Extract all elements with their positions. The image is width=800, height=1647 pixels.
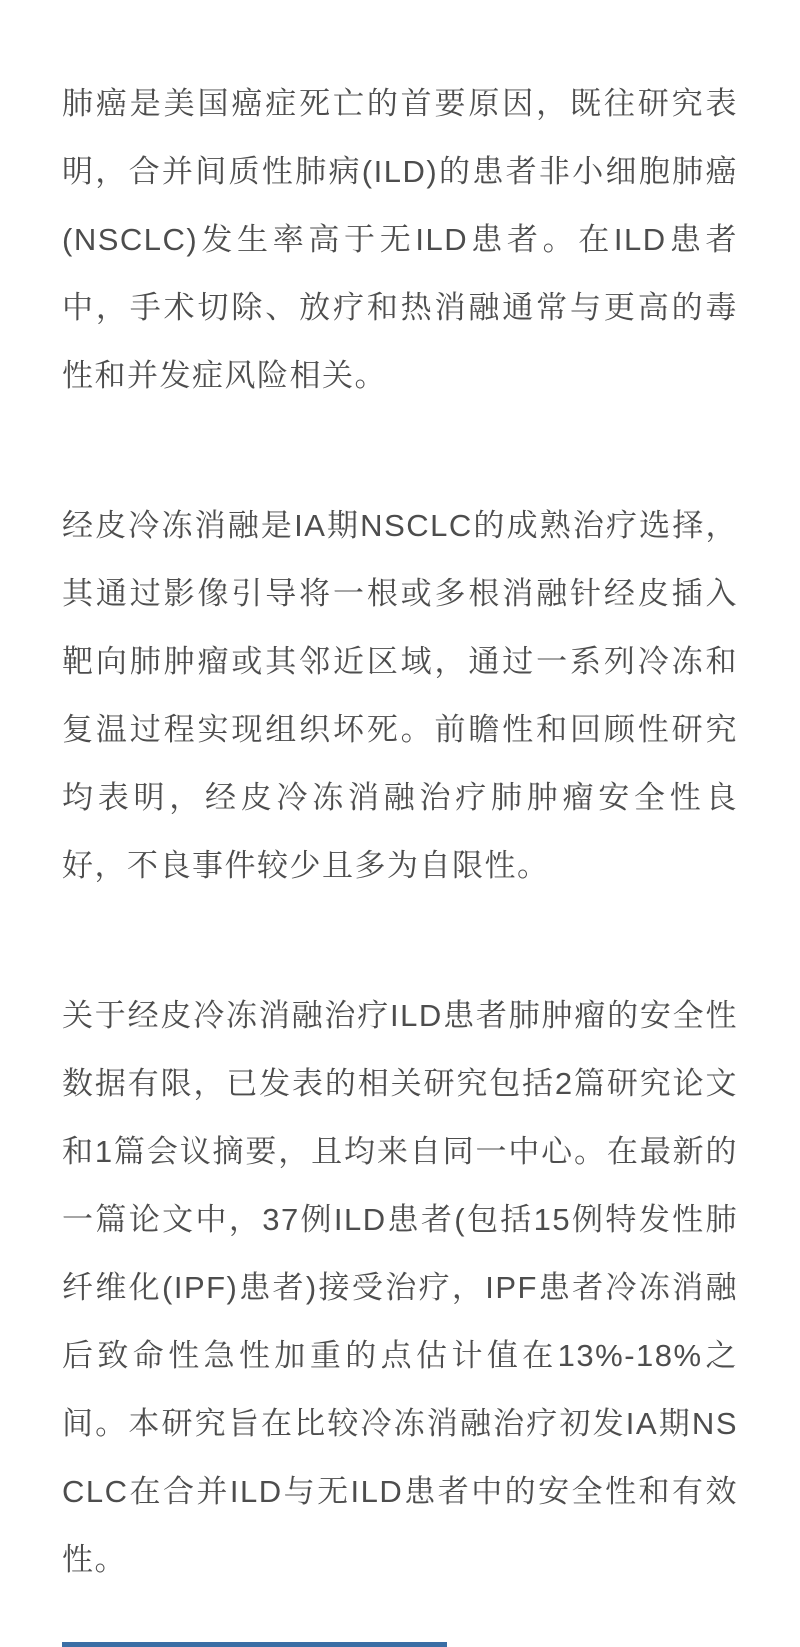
paragraph-lung-cancer-background: 肺癌是美国癌症死亡的首要原因，既往研究表明，合并间质性肺病(ILD)的患者非小细胞肺癌(NSCLC)发生率高于无ILD患者。在ILD患者中，手术切除、放疗和热消融通常与更高的毒性和并发症风险相关。 <box>62 86 738 393</box>
paragraph-cryoablation-overview: 经皮冷冻消融是IA期NSCLC的成熟治疗选择，其通过影像引导将一根或多根消融针经皮插入靶向肺肿瘤或其邻近区域，通过一系列冷冻和复温过程实现组织坏死。前瞻性和回顾性研究均表明，经皮冷冻消融治疗肺肿瘤安全性良好，不良事件较少且多为自限性。 <box>62 508 738 883</box>
bottom-accent-bar <box>62 1642 447 1647</box>
paragraph-study-rationale: 关于经皮冷冻消融治疗ILD患者肺肿瘤的安全性数据有限，已发表的相关研究包括2篇研究论文和1篇会议摘要，且均来自同一中心。在最新的一篇论文中，37例ILD患者(包括15例特发性肺纤维化(IPF)患者)接受治疗，IPF患者冷冻消融后致命性急性加重的点估计值在13%-18%之间。本研究旨在比较冷冻消融治疗初发IA期NSCLC在合并ILD与无ILD患者中的安全性和有效性。 <box>62 998 738 1577</box>
